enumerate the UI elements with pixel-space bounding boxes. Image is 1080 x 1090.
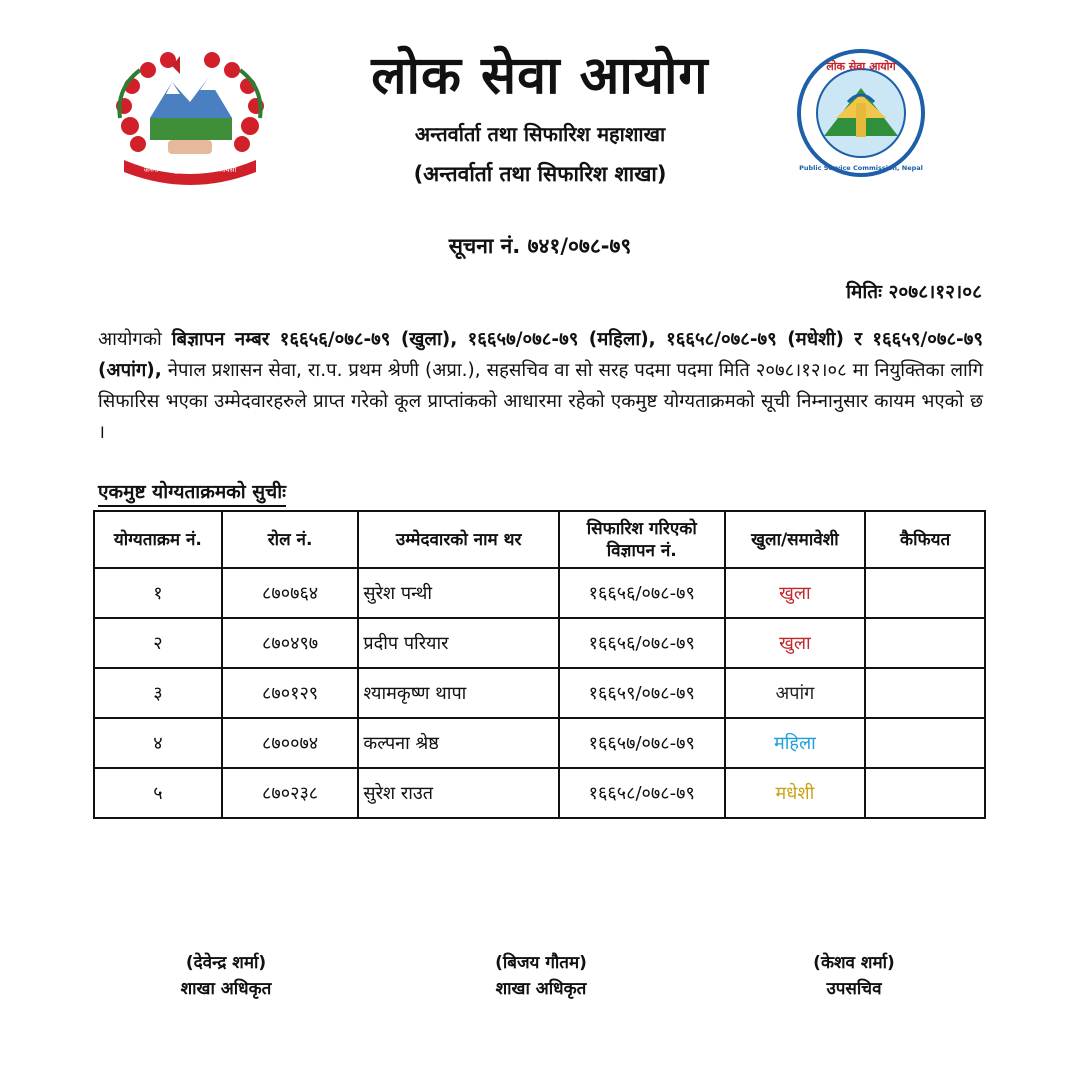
cell-roll: ८७००७४ [222,718,359,768]
merit-list-table [93,510,986,819]
cell-remarks [865,718,985,768]
cell-remarks [865,768,985,818]
header-remarks: कैफियत [865,511,985,568]
cell-rank: ४ [94,718,222,768]
emblem-motto: जननी जन्मभूमिश्च स्वर्गादपि गरीयसी [143,166,237,174]
signature-block-3 [754,950,954,1002]
header-category: खुला/समावेशी [725,511,866,568]
section-name: (अन्तर्वार्ता तथा सिफारिश शाखा) [413,162,667,186]
page-title: लोक सेवा आयोग [371,46,709,106]
cell-roll: ८७०२३८ [222,768,359,818]
notice-date: मितिः २०७८।१२।०८ [846,281,982,303]
cell-name: कल्पना श्रेष्ठ [358,718,558,768]
cell-remarks [865,668,985,718]
table-header-row [94,511,985,568]
signature-block-2 [441,950,641,1002]
body-prefix: आयोगको [98,329,172,350]
body-ad-numbers: बिज्ञापन नम्बर १६६५६/०७८-७९ (खुला), १६६५७/०७८-७९ (महिला), १६६५८/०७८-७९ (मधेशी) र १६६५९/०७८-७९ (अपांग), [98,329,983,381]
table-row [94,668,985,718]
list-title: एकमुष्ट योग्यताक्रमको सुचीः [98,478,286,507]
cell-roll: ८७०४९७ [222,618,359,668]
cell-name: प्रदीप परियार [358,618,558,668]
body-rest: नेपाल प्रशासन सेवा, रा.प. प्रथम श्रेणी (अप्रा.), सहसचिव वा सो सरह पदमा पदमा मिति २०७८।१२।०८ मा नियुक्तिका लागि सिफारिस भएका उम्मेदवारहरुले प्राप्त गरेको कूल प्राप्तांकको आधारमा रहेको एकमुष्ट योग्यताक्रमको सूची निम्नानुसार कायम भएको छ । [98,360,983,443]
cell-ad-number: १६६५८/०७८-७९ [559,768,725,818]
cell-rank: ५ [94,768,222,818]
signatory-title: शाखा अधिकृत [180,979,272,999]
cell-name: सुरेश राउत [358,768,558,818]
nepal-emblem-icon [110,48,270,188]
seal-text-bottom: Public Service Commission, Nepal [799,164,923,172]
cell-rank: १ [94,568,222,618]
cell-remarks [865,568,985,618]
header-name: उम्मेदवारको नाम थर [358,511,558,568]
table-row [94,718,985,768]
notice-number: सूचना नं. ७४१/०७८-७९ [448,234,632,258]
header-rank: योग्यताक्रम नं. [94,511,222,568]
cell-roll: ८७०७६४ [222,568,359,618]
cell-category: अपांग [725,668,866,718]
cell-rank: २ [94,618,222,668]
cell-name: सुरेश पन्थी [358,568,558,618]
cell-ad-number: १६६५६/०७८-७९ [559,568,725,618]
header-roll: रोल नं. [222,511,359,568]
cell-name: श्यामकृष्ण थापा [358,668,558,718]
cell-category: महिला [725,718,866,768]
cell-category: खुला [725,568,866,618]
psc-seal-icon [786,48,936,178]
signatory-name: (देवेन्द्र शर्मा) [185,953,267,973]
table-row [94,768,985,818]
cell-roll: ८७०१२९ [222,668,359,718]
cell-ad-number: १६६५७/०७८-७९ [559,718,725,768]
table-row [94,568,985,618]
table-row [94,618,985,668]
cell-rank: ३ [94,668,222,718]
notice-body [98,324,983,448]
header-ad-number [559,511,725,568]
division-name: अन्तर्वार्ता तथा सिफारिश महाशाखा [414,122,666,146]
signatory-name: (केशव शर्मा) [813,953,895,973]
header-ad-line1: सिफारिश गरिएको [586,518,697,539]
signatory-name: (बिजय गौतम) [495,953,587,973]
seal-text-top: लोक सेवा आयोग [826,60,896,73]
signature-block-1 [126,950,326,1002]
signatory-title: शाखा अधिकृत [495,979,587,999]
cell-category: मधेशी [725,768,866,818]
cell-ad-number: १६६५६/०७८-७९ [559,618,725,668]
cell-ad-number: १६६५९/०७८-७९ [559,668,725,718]
signatory-title: उपसचिव [826,979,882,999]
cell-remarks [865,618,985,668]
cell-category: खुला [725,618,866,668]
header-ad-line2: विज्ञापन नं. [606,540,677,561]
